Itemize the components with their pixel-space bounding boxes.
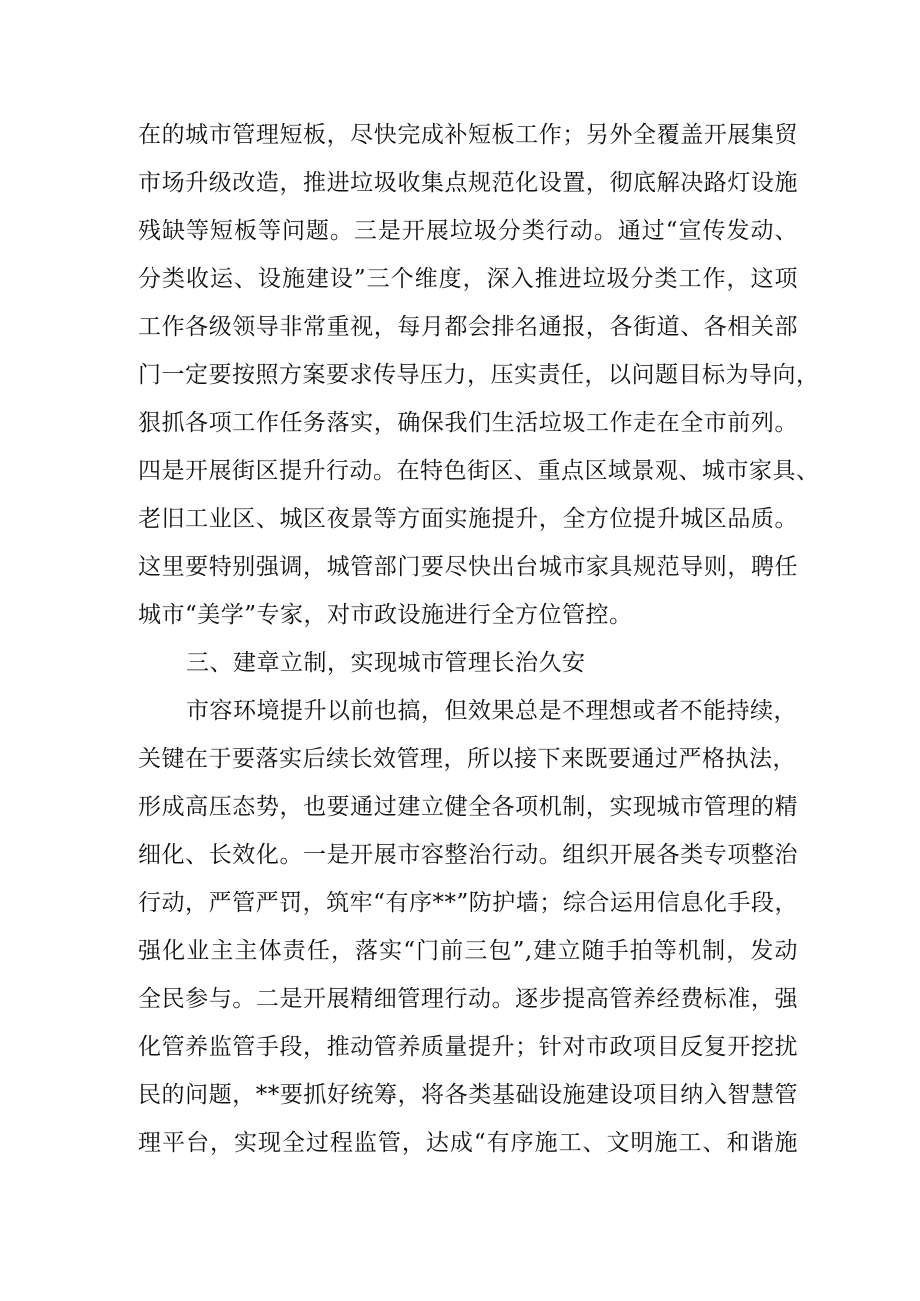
text-line: 全民参与。二是开展精细管理行动。逐步提高管养经费标准，强 — [138, 986, 798, 1012]
text-line: 工作各级领导非常重视，每月都会排名通报，各街道、各相关部 — [138, 314, 798, 340]
text-line: 这里要特别强调，城管部门要尽快出台城市家具规范导则，聘任 — [138, 554, 798, 580]
text-line: 在的城市管理短板，尽快完成补短板工作；另外全覆盖开展集贸 — [138, 122, 798, 148]
text-line: 细化、长效化。一是开展市容整治行动。组织开展各类专项整治 — [138, 842, 798, 868]
text-line: 行动，严管严罚，筑牢“有序**”防护墙；综合运用信息化手段， — [138, 890, 798, 916]
text-line: 分类收运、设施建设”三个维度，深入推进垃圾分类工作，这项 — [138, 266, 798, 292]
text-line: 强化业主主体责任，落实“门前三包”,建立随手拍等机制，发动 — [138, 938, 798, 964]
text-line: 狠抓各项工作任务落实，确保我们生活垃圾工作走在全市前列。 — [138, 410, 798, 436]
text-line: 民的问题，**要抓好统筹，将各类基础设施建设项目纳入智慧管 — [138, 1082, 798, 1108]
text-line: 老旧工业区、城区夜景等方面实施提升，全方位提升城区品质。 — [138, 506, 798, 532]
text-line: 化管养监管手段，推动管养质量提升；针对市政项目反复开挖扰 — [138, 1034, 798, 1060]
text-line: 市场升级改造，推进垃圾收集点规范化设置，彻底解决路灯设施 — [138, 170, 798, 196]
text-line: 理平台，实现全过程监管，达成“有序施工、文明施工、和谐施 — [138, 1130, 798, 1156]
section-heading: 三、建章立制，实现城市管理长治久安 — [186, 650, 586, 676]
text-line: 形成高压态势，也要通过建立健全各项机制，实现城市管理的精 — [138, 794, 798, 820]
text-line: 四是开展街区提升行动。在特色街区、重点区域景观、城市家具、 — [138, 458, 820, 484]
text-line: 残缺等短板等问题。三是开展垃圾分类行动。通过“宣传发动、 — [138, 218, 798, 244]
text-line: 关键在于要落实后续长效管理，所以接下来既要通过严格执法， — [138, 746, 796, 772]
text-line: 门一定要按照方案要求传导压力，压实责任，以问题目标为导向， — [138, 362, 820, 388]
paragraph-start: 市容环境提升以前也搞，但效果总是不理想或者不能持续， — [186, 698, 797, 724]
text-line: 城市“美学”专家，对市政设施进行全方位管控。 — [138, 602, 633, 628]
